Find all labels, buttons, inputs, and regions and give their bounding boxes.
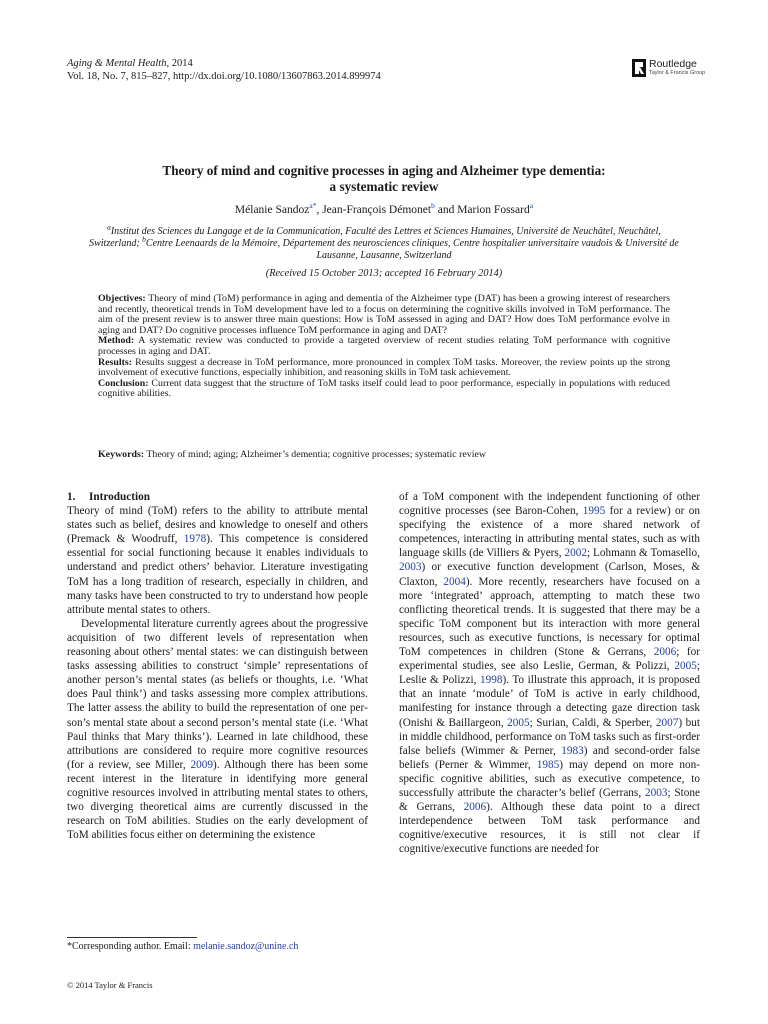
paragraph-text: ). Although there has been some recent interest in the literature in identifying more general cognitive resources involved in attributing mental states to others, two diverging theoretical aims are currently discussed in the research on ToM abilities. Studies on the early development of ToM abilities focus either on determining the existence	[67, 758, 368, 842]
citation-link[interactable]: 2002	[564, 547, 588, 560]
paragraph-text: ; Surian, Caldi, & Sperber,	[529, 716, 656, 729]
paragraph-text: of a ToM component with the independent functioning of other cognitive processes (see Baron-Cohen,	[399, 491, 700, 518]
email-link[interactable]: melanie.sandoz@unine.ch	[193, 941, 299, 952]
citation-link[interactable]: 2009	[190, 758, 213, 771]
author-list	[67, 203, 701, 217]
paragraph-text: ) or executive function development (Carlson, Moses, & Claxton,	[399, 561, 700, 588]
author-name: Mélanie Sandoz	[234, 204, 310, 216]
affiliation-a: Institut des Sciences du Langage et de la Communication, Faculté des Lettres et Sciences Humaines, Université de Neuchâtel, Neuchâtel, Switzerland;	[89, 226, 661, 249]
author-separator: and	[434, 204, 458, 216]
received-dates: (Received 15 October 2013; accepted 16 February 2014)	[265, 268, 503, 279]
citation-link[interactable]: 1985	[536, 758, 560, 771]
paragraph-text: ). To illustrate this approach, it is proposed that an innate ‘module’ of ToM is active in early childhood, manifesting for instance through a detecting gaze direction task (Onishi & Baillargeon,	[399, 674, 700, 729]
author-affil-mark[interactable]: b	[431, 201, 435, 211]
journal-year: , 2014	[166, 58, 193, 69]
section-number: 1.	[67, 491, 76, 503]
footnote-divider	[67, 937, 197, 938]
journal-header	[67, 57, 381, 83]
routledge-logo-icon	[632, 59, 646, 77]
citation-link[interactable]: 2007	[655, 716, 679, 729]
abstract-method: Method: A systematic review was conducted to provide a targeted overview of recent studies relating ToM performance with cognitive processes in aging and DAT.	[98, 335, 670, 357]
publisher-logo	[632, 58, 712, 82]
citation-link[interactable]: 2003	[399, 561, 422, 574]
section-heading	[67, 490, 368, 504]
abstract-conclusion: Conclusion: Current data suggest that the structure of ToM tasks itself could lead to poor performance, especially in populations with reduced cognitive abilities.	[98, 377, 670, 400]
citation-link[interactable]: 1983	[561, 744, 584, 757]
affil-mark-b: b	[142, 234, 146, 244]
journal-name: Aging & Mental Health	[67, 58, 167, 69]
footnote-label: *Corresponding author. Email:	[67, 941, 194, 952]
citation-link[interactable]: 2003	[644, 786, 668, 799]
title-line-1: Theory of mind and cognitive processes in aging and Alzheimer type dementia:	[162, 163, 606, 178]
paragraph-text: ). More recently, researchers have focused on a more ‘integrated’ approach, attempting to match these two conflicting theoretical trends. It is suggested that there may be a specific ToM component but its interaction with more general resources, such as executive functions, is necessary for optimal ToM competences in children (Stone & Gerrans,	[399, 575, 701, 659]
journal-name-line	[67, 57, 381, 70]
affiliations	[85, 222, 683, 261]
paragraph-text: ) may depend on more non-specific cognitive abilities, such as executive competence, to successfully attribute the character’s belief (Gerrans,	[399, 758, 700, 799]
paragraph-text: Developmental literature currently agrees about the progressive acquisition of two different levels of representation when reasoning about others’ mental states: we can distinguish between tasks assessing abilities to construct ‘simple’ representations of another person’s mental states (as beliefs or thoughts, i.e. ‘What does Paul think’) and tasks assessing more complex attributions. The latter assess the ability to build the representation of one person’s mental state about a second person’s mental state (i.e. ‘What Paul thinks that Mary thinks’). Learned in late childhood, these attributions are considered to require more cognitive resources (for a review, see Miller,	[67, 617, 368, 771]
paragraph-text: for a review) or on specifying the existence of a more shared network of competences, interacting in attributing mental states, such as with language skills (de Villiers & Pyers,	[399, 505, 700, 560]
body-column-right	[399, 490, 700, 856]
keywords-text: Theory of mind; aging; Alzheimer’s dementia; cognitive processes; systematic review	[146, 449, 486, 460]
citation-link[interactable]: 2004	[443, 575, 466, 588]
citation-link[interactable]: 2006	[463, 801, 487, 814]
abstract	[98, 294, 670, 400]
paragraph-text: ) and second-order false beliefs (Perner & Wimmer,	[399, 744, 701, 771]
citation-link[interactable]: 1998	[479, 674, 503, 687]
paragraph-text: ; for experimental studies, see also Leslie, German, & Polizzi,	[399, 646, 700, 673]
publisher-name: Routledge	[649, 58, 697, 70]
citation-link[interactable]: 1978	[183, 533, 207, 546]
affiliation-b: Centre Leenaards de la Mémoire, Département des neurosciences cliniques, Centre hospitalier universitaire vaudois & Université de Lausanne, Lausanne, Switzerland	[145, 237, 679, 261]
paragraph-text: ). Although these data point to a direct interdependence between ToM task performance and cognitive/executive resources, it is still not clear if cognitive/executive functions are needed for	[399, 801, 700, 856]
author-affil-mark[interactable]: a	[529, 201, 534, 211]
paragraph	[67, 617, 368, 843]
abstract-objectives: Objectives: Theory of mind (ToM) performance in aging and dementia of the Alzheimer type (DAT) has been a growing interest of researchers and recently, theoretical trends in ToM development have led to a focus on determining the cognitive skills involved in ToM performance. The aim of the present review is to answer three main questions: How is ToM assessed in aging and DAT? How does ToM performance evolve in aging and DAT? Do cognitive processes influence ToM performance in aging and DAT?	[98, 293, 670, 336]
journal-citation[interactable]: Vol. 18, No. 7, 815–827, http://dx.doi.org/10.1080/13607863.2014.899974	[67, 71, 381, 82]
author-affil-mark[interactable]: a*	[309, 201, 317, 211]
citation-link[interactable]: 2006	[653, 646, 677, 659]
article-title	[67, 163, 701, 195]
author-name: Jean-François Démonet	[322, 204, 432, 216]
affil-mark-a: a	[107, 222, 111, 232]
paragraph	[67, 504, 368, 617]
paragraph	[399, 490, 700, 856]
citation-link[interactable]: 2005	[507, 716, 530, 729]
author-separator: ,	[316, 204, 323, 216]
citation-link[interactable]: 2005	[674, 660, 697, 673]
copyright: © 2014 Taylor & Francis	[67, 980, 153, 990]
paragraph-text: ; Stone & Gerrans,	[399, 786, 700, 814]
keywords-label: Keywords:	[98, 449, 145, 460]
body-column-left	[67, 490, 368, 842]
section-title: Introduction	[89, 491, 151, 503]
publisher-group: Taylor & Francis Group	[649, 70, 706, 76]
paragraph-text: ) but in middle childhood, performance on ToM tasks such as first-order false beliefs (Wimmer & Perner,	[399, 716, 701, 757]
title-line-2: a systematic review	[329, 179, 439, 194]
abstract-results: Results: Results suggest a decrease in ToM performance, more pronounced in complex ToM tasks. Moreover, the review points up the strong involvement of executive functions, especially inhibition, and reasoning skills in ToM task achievement.	[98, 356, 671, 379]
paragraph-text: Theory of mind (ToM) refers to the ability to attribute mental states such as belief, desires and knowledge to oneself and others (Premack & Woodruff,	[67, 505, 368, 546]
keywords	[98, 449, 670, 460]
author-name: Marion Fossard	[457, 204, 530, 216]
citation-link[interactable]: 1995	[582, 505, 606, 518]
corresponding-author-footnote	[67, 941, 298, 953]
paragraph-text: ). This competence is considered essential for social functioning because it enables individuals to understand and predict others’ behavior. Literature investigating ToM has a long tradition of research, especially in children, and many tasks have been constructed to try to understand how people attribute mental states to others.	[67, 533, 368, 616]
paragraph-text: ; Leslie & Polizzi,	[399, 660, 700, 687]
paragraph-text: ; Lohmann & Tomasello,	[587, 547, 700, 560]
